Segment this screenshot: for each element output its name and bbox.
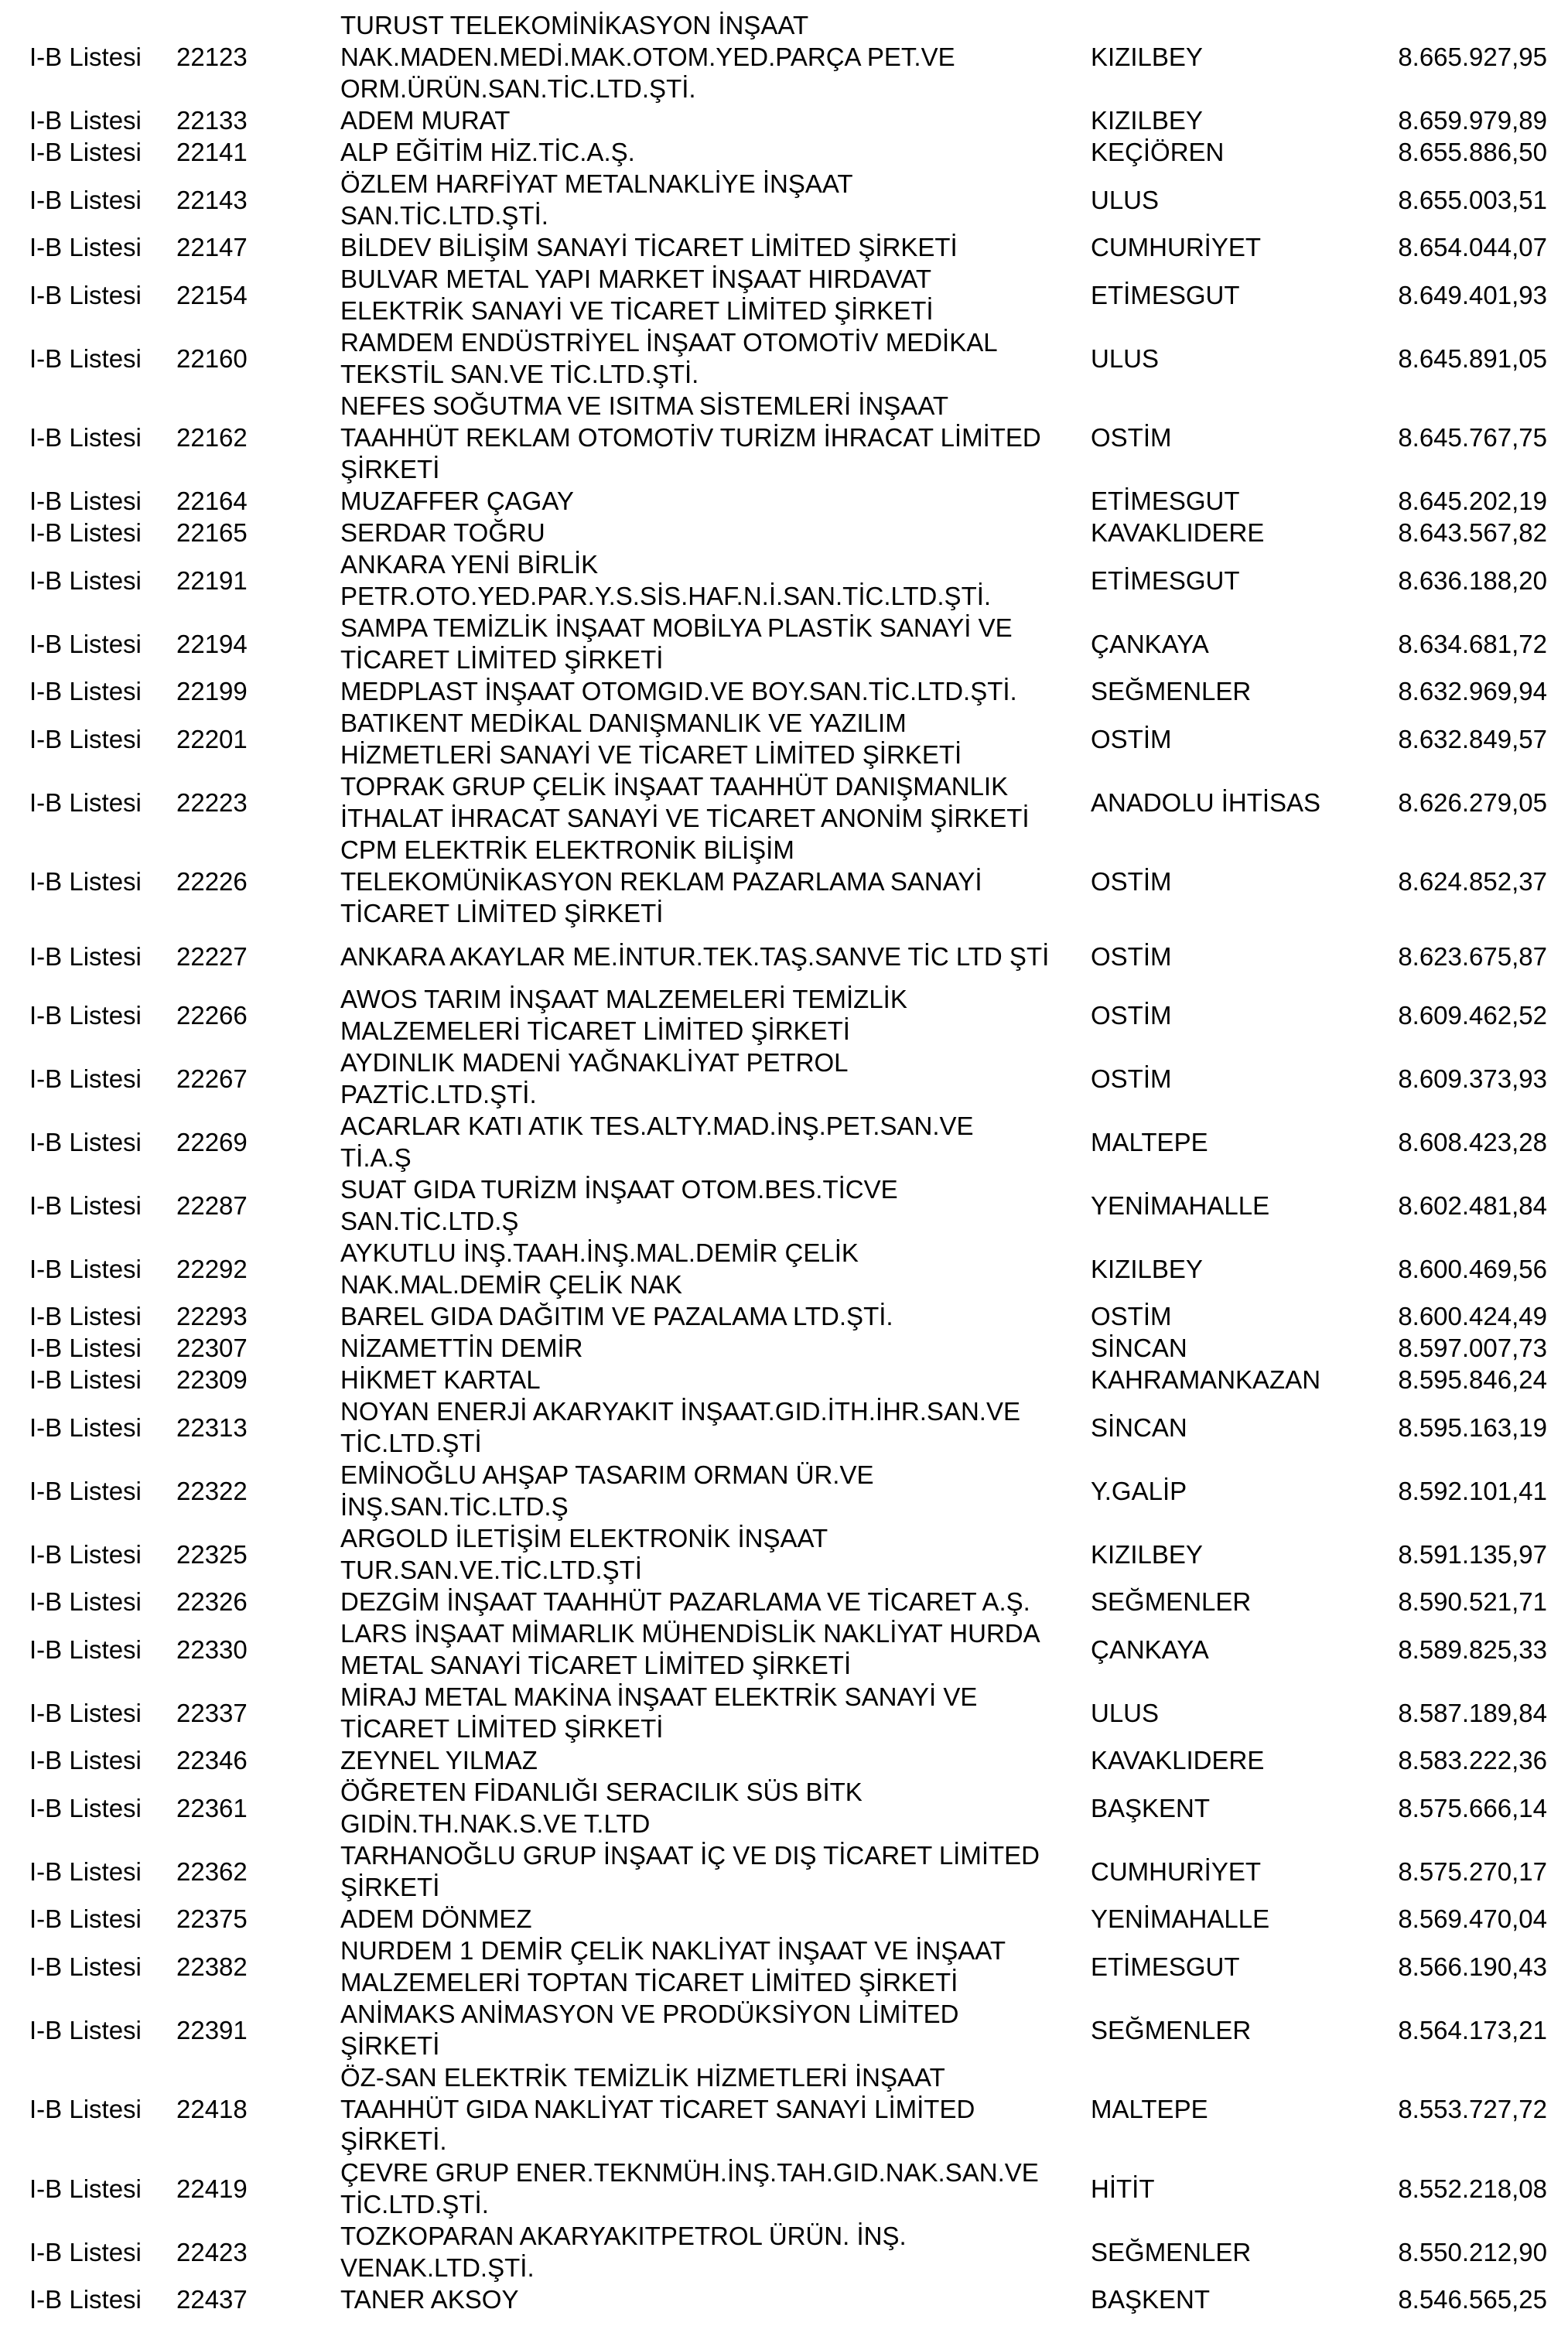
sequence-number-cell: 22309 (176, 1365, 248, 1394)
amount-cell: 8.583.222,36 (1398, 1746, 1547, 1774)
list-name-cell: I-B Listesi (29, 1698, 142, 1727)
sequence-number-cell: 22133 (176, 106, 248, 135)
list-name-cell: I-B Listesi (29, 1365, 142, 1394)
region-cell: BAŞKENT (1091, 1793, 1211, 1822)
company-name-cell: AWOS TARIM İNŞAAT MALZEMELERİ TEMİZLİK MALZEMELERİ TİCARET LİMİTED ŞİRKETİ (340, 985, 907, 1045)
table-row (0, 1522, 1547, 1586)
table-row (0, 1459, 1547, 1522)
region-cell: SİNCAN (1091, 1412, 1187, 1442)
amount-cell: 8.632.849,57 (1398, 724, 1547, 753)
amount-cell: 8.600.469,56 (1398, 1254, 1547, 1283)
list-name-cell: I-B Listesi (29, 867, 142, 896)
table-row (0, 1681, 1547, 1744)
region-cell: MALTEPE (1091, 2095, 1208, 2123)
amount-cell: 8.645.767,75 (1398, 423, 1547, 452)
amount-cell: 8.566.190,43 (1398, 1952, 1547, 1981)
sequence-number-cell: 22223 (176, 787, 248, 817)
region-cell: SEĞMENLER (1091, 1587, 1252, 1616)
company-name-cell: BAREL GIDA DAĞITIM VE PAZALAMA LTD.ŞTİ. (340, 1302, 893, 1330)
region-cell: ETİMESGUT (1091, 1952, 1240, 1981)
sequence-number-cell: 22391 (176, 2015, 248, 2044)
list-name-cell: I-B Listesi (29, 2174, 142, 2203)
company-name-cell: AYDINLIK MADENİ YAĞNAKLİYAT PETROL PAZTİC.LTD.ŞTİ. (340, 1048, 849, 1108)
region-cell: KIZILBEY (1091, 1254, 1203, 1283)
table-row (0, 1237, 1547, 1300)
sequence-number-cell: 22337 (176, 1698, 248, 1727)
list-name-cell: I-B Listesi (29, 1746, 142, 1774)
sequence-number-cell: 22322 (176, 1476, 248, 1505)
company-name-cell: HİKMET KARTAL (340, 1365, 541, 1394)
region-cell: OSTİM (1091, 1064, 1172, 1093)
amount-cell: 8.609.373,93 (1398, 1064, 1547, 1093)
list-name-cell: I-B Listesi (29, 2237, 142, 2266)
table-row (0, 1744, 1547, 1776)
region-cell: SİNCAN (1091, 1334, 1187, 1362)
list-name-cell: I-B Listesi (29, 1904, 142, 1933)
region-cell: ULUS (1091, 185, 1160, 214)
amount-cell: 8.665.927,95 (1398, 43, 1547, 71)
region-cell: YENİMAHALLE (1091, 1190, 1270, 1220)
amount-cell: 8.645.891,05 (1398, 343, 1547, 373)
company-name-cell: BULVAR METAL YAPI MARKET İNŞAAT HIRDAVAT ELEKTRİK SANAYİ VE TİCARET LİMİTED ŞİRKETİ (340, 265, 934, 325)
table-row (0, 390, 1547, 485)
amount-cell: 8.595.846,24 (1398, 1365, 1547, 1394)
company-name-cell: ÖZ-SAN ELEKTRİK TEMİZLİK HİZMETLERİ İNŞAAT TAAHHÜT GIDA NAKLİYAT TİCARET SANAYİ LİMİTED ŞİRKETİ. (340, 2063, 975, 2155)
table-row (0, 1839, 1547, 1903)
amount-cell: 8.595.163,19 (1398, 1412, 1547, 1442)
table-row (0, 1586, 1547, 1617)
list-name-cell: I-B Listesi (29, 629, 142, 658)
table-row (0, 834, 1547, 929)
list-name-cell: I-B Listesi (29, 423, 142, 452)
list-name-cell: I-B Listesi (29, 1793, 142, 1822)
amount-cell: 8.655.886,50 (1398, 138, 1547, 166)
list-name-cell: I-B Listesi (29, 1254, 142, 1283)
company-name-cell: TARHANOĞLU GRUP İNŞAAT İÇ VE DIŞ TİCARET LİMİTED ŞİRKETİ (340, 1841, 1040, 1901)
company-name-cell: TURUST TELEKOMİNİKASYON İNŞAAT NAK.MADEN.MEDİ.MAK.OTOM.YED.PARÇA PET.VE ORM.ÜRÜN.SAN.TİC.LTD.ŞTİ. (340, 11, 955, 103)
list-name-cell: I-B Listesi (29, 487, 142, 515)
list-name-cell: I-B Listesi (29, 724, 142, 753)
region-cell: SEĞMENLER (1091, 2237, 1252, 2266)
company-name-cell: MEDPLAST İNŞAAT OTOMGID.VE BOY.SAN.TİC.LTD.ŞTİ. (340, 677, 1017, 705)
sequence-number-cell: 22326 (176, 1587, 248, 1616)
company-name-cell: ZEYNEL YILMAZ (340, 1746, 538, 1774)
region-cell: ÇANKAYA (1091, 629, 1209, 658)
sequence-number-cell: 22201 (176, 724, 248, 753)
amount-cell: 8.546.565,25 (1398, 2285, 1547, 2314)
list-name-cell: I-B Listesi (29, 1476, 142, 1505)
company-name-cell: NİZAMETTİN DEMİR (340, 1334, 583, 1362)
region-cell: OSTİM (1091, 1000, 1172, 1030)
amount-cell: 8.602.481,84 (1398, 1190, 1547, 1220)
company-name-cell: ADEM DÖNMEZ (340, 1904, 532, 1933)
list-name-cell: I-B Listesi (29, 106, 142, 135)
region-cell: ETİMESGUT (1091, 565, 1240, 595)
table-row (0, 1935, 1547, 1998)
sequence-number-cell: 22330 (176, 1634, 248, 1664)
sequence-number-cell: 22143 (176, 185, 248, 214)
sequence-number-cell: 22423 (176, 2237, 248, 2266)
table-row (0, 770, 1547, 834)
company-name-cell: ALP EĞİTİM HİZ.TİC.A.Ş. (340, 138, 635, 166)
amount-cell: 8.654.044,07 (1398, 233, 1547, 261)
amount-cell: 8.655.003,51 (1398, 185, 1547, 214)
amount-cell: 8.609.462,52 (1398, 1000, 1547, 1030)
table-row (0, 1300, 1547, 1332)
list-name-cell: I-B Listesi (29, 1127, 142, 1156)
sequence-number-cell: 22226 (176, 867, 248, 896)
sequence-number-cell: 22199 (176, 677, 248, 705)
region-cell: OSTİM (1091, 724, 1172, 753)
company-name-cell: TOZKOPARAN AKARYAKITPETROL ÜRÜN. İNŞ. VENAK.LTD.ŞTİ. (340, 2222, 907, 2282)
list-name-cell: I-B Listesi (29, 1412, 142, 1442)
list-name-cell: I-B Listesi (29, 138, 142, 166)
amount-cell: 8.591.135,97 (1398, 1539, 1547, 1569)
list-name-cell: I-B Listesi (29, 1952, 142, 1981)
region-cell: ULUS (1091, 1698, 1160, 1727)
amount-cell: 8.645.202,19 (1398, 487, 1547, 515)
list-name-cell: I-B Listesi (29, 233, 142, 261)
sequence-number-cell: 22267 (176, 1064, 248, 1093)
company-name-cell: TANER AKSOY (340, 2285, 519, 2314)
table-row (0, 1617, 1547, 1681)
amount-cell: 8.575.666,14 (1398, 1793, 1547, 1822)
company-name-cell: AYKUTLU İNŞ.TAAH.İNŞ.MAL.DEMİR ÇELİK NAK.MAL.DEMİR ÇELİK NAK (340, 1238, 859, 1299)
region-cell: OSTİM (1091, 941, 1172, 971)
document-page (0, 9, 1568, 2315)
amount-cell: 8.624.852,37 (1398, 867, 1547, 896)
region-cell: KIZILBEY (1091, 106, 1203, 135)
sequence-number-cell: 22162 (176, 423, 248, 452)
sequence-number-cell: 22375 (176, 1904, 248, 1933)
sequence-number-cell: 22194 (176, 629, 248, 658)
list-name-cell: I-B Listesi (29, 280, 142, 309)
list-name-cell: I-B Listesi (29, 1190, 142, 1220)
table-row (0, 9, 1547, 104)
amount-cell: 8.626.279,05 (1398, 787, 1547, 817)
table-row (0, 136, 1547, 168)
region-cell: KAHRAMANKAZAN (1091, 1365, 1321, 1394)
company-name-cell: NEFES SOĞUTMA VE ISITMA SİSTEMLERİ İNŞAAT TAAHHÜT REKLAM OTOMOTİV TURİZM İHRACAT LİMİTED ŞİRKETİ (340, 391, 1041, 483)
sequence-number-cell: 22362 (176, 1856, 248, 1886)
region-cell: MALTEPE (1091, 1127, 1208, 1156)
sequence-number-cell: 22437 (176, 2285, 248, 2314)
list-name-cell: I-B Listesi (29, 1539, 142, 1569)
amount-cell: 8.592.101,41 (1398, 1476, 1547, 1505)
sequence-number-cell: 22287 (176, 1190, 248, 1220)
list-name-cell: I-B Listesi (29, 787, 142, 817)
sequence-number-cell: 22419 (176, 2174, 248, 2203)
list-name-cell: I-B Listesi (29, 1000, 142, 1030)
company-name-cell: LARS İNŞAAT MİMARLIK MÜHENDİSLİK NAKLİYAT HURDA METAL SANAYİ TİCARET LİMİTED ŞİRKETİ (340, 1619, 1040, 1679)
table-row (0, 929, 1547, 983)
table-row (0, 231, 1547, 263)
list-name-cell: I-B Listesi (29, 2285, 142, 2314)
region-cell: Y.GALİP (1091, 1476, 1187, 1505)
sequence-number-cell: 22307 (176, 1334, 248, 1362)
list-name-cell: I-B Listesi (29, 941, 142, 971)
amount-cell: 8.564.173,21 (1398, 2015, 1547, 2044)
company-name-cell: NOYAN ENERJİ AKARYAKIT İNŞAAT.GID.İTH.İHR.SAN.VE TİC.LTD.ŞTİ (340, 1397, 1020, 1457)
amount-cell: 8.587.189,84 (1398, 1698, 1547, 1727)
table-row (0, 2061, 1547, 2157)
table-row (0, 1998, 1547, 2061)
sequence-number-cell: 22227 (176, 941, 248, 971)
list-name-cell: I-B Listesi (29, 43, 142, 71)
region-cell: ULUS (1091, 343, 1160, 373)
table-row (0, 263, 1547, 326)
list-name-cell: I-B Listesi (29, 1302, 142, 1330)
company-name-cell: SAMPA TEMİZLİK İNŞAAT MOBİLYA PLASTİK SANAYİ VE TİCARET LİMİTED ŞİRKETİ (340, 613, 1013, 674)
region-cell: OSTİM (1091, 867, 1172, 896)
company-name-cell: ANİMAKS ANİMASYON VE PRODÜKSİYON LİMİTED ŞİRKETİ (340, 2000, 959, 2060)
sequence-number-cell: 22313 (176, 1412, 248, 1442)
company-name-cell: ARGOLD İLETİŞİM ELEKTRONİK İNŞAAT TUR.SAN.VE.TİC.LTD.ŞTİ (340, 1524, 828, 1584)
region-cell: OSTİM (1091, 423, 1172, 452)
amount-cell: 8.632.969,94 (1398, 677, 1547, 705)
amount-cell: 8.569.470,04 (1398, 1904, 1547, 1933)
region-cell: CUMHURİYET (1091, 1856, 1261, 1886)
region-cell: ÇANKAYA (1091, 1634, 1209, 1664)
sequence-number-cell: 22164 (176, 487, 248, 515)
amount-cell: 8.634.681,72 (1398, 629, 1547, 658)
company-name-cell: ADEM MURAT (340, 106, 511, 135)
table-row (0, 1364, 1547, 1395)
sequence-number-cell: 22382 (176, 1952, 248, 1981)
table-row (0, 517, 1547, 548)
sequence-number-cell: 22165 (176, 518, 248, 547)
region-cell: HİTİT (1091, 2174, 1155, 2203)
company-list-table (0, 9, 1547, 2315)
company-name-cell: BATIKENT MEDİKAL DANIŞMANLIK VE YAZILIM HİZMETLERİ SANAYİ VE TİCARET LİMİTED ŞİRKETİ (340, 709, 962, 769)
sequence-number-cell: 22325 (176, 1539, 248, 1569)
company-name-cell: ÖĞRETEN FİDANLIĞI SERACILIK SÜS BİTK GIDİN.TH.NAK.S.VE T.LTD (340, 1778, 863, 1838)
list-name-cell: I-B Listesi (29, 1587, 142, 1616)
company-name-cell: ÖZLEM HARFİYAT METALNAKLİYE İNŞAAT SAN.TİC.LTD.ŞTİ. (340, 169, 853, 230)
company-name-cell: ANKARA YENİ BİRLİK PETR.OTO.YED.PAR.Y.S.SİS.HAF.N.İ.SAN.TİC.LTD.ŞTİ. (340, 550, 992, 610)
region-cell: BAŞKENT (1091, 2285, 1211, 2314)
region-cell: YENİMAHALLE (1091, 1904, 1270, 1933)
sequence-number-cell: 22293 (176, 1302, 248, 1330)
table-row (0, 1903, 1547, 1935)
table-row (0, 1173, 1547, 1237)
sequence-number-cell: 22266 (176, 1000, 248, 1030)
amount-cell: 8.575.270,17 (1398, 1856, 1547, 1886)
amount-cell: 8.636.188,20 (1398, 565, 1547, 595)
table-row (0, 1332, 1547, 1364)
list-name-cell: I-B Listesi (29, 1634, 142, 1664)
table-row (0, 675, 1547, 707)
sequence-number-cell: 22191 (176, 565, 248, 595)
table-row (0, 548, 1547, 612)
amount-cell: 8.597.007,73 (1398, 1334, 1547, 1362)
amount-cell: 8.550.212,90 (1398, 2237, 1547, 2266)
region-cell: KAVAKLIDERE (1091, 1746, 1265, 1774)
amount-cell: 8.623.675,87 (1398, 941, 1547, 971)
table-row (0, 2157, 1547, 2220)
amount-cell: 8.552.218,08 (1398, 2174, 1547, 2203)
sequence-number-cell: 22292 (176, 1254, 248, 1283)
sequence-number-cell: 22269 (176, 1127, 248, 1156)
list-name-cell: I-B Listesi (29, 343, 142, 373)
sequence-number-cell: 22154 (176, 280, 248, 309)
table-row (0, 1110, 1547, 1173)
table-row (0, 707, 1547, 770)
company-name-cell: SERDAR TOĞRU (340, 518, 545, 547)
table-row (0, 612, 1547, 675)
amount-cell: 8.589.825,33 (1398, 1634, 1547, 1664)
sequence-number-cell: 22361 (176, 1793, 248, 1822)
region-cell: KIZILBEY (1091, 43, 1203, 71)
region-cell: ETİMESGUT (1091, 280, 1240, 309)
table-row (0, 983, 1547, 1047)
list-name-cell: I-B Listesi (29, 565, 142, 595)
company-name-cell: CPM ELEKTRİK ELEKTRONİK BİLİŞİM TELEKOMÜNİKASYON REKLAM PAZARLAMA SANAYİ TİCARET LİMİTED ŞİRKETİ (340, 835, 982, 927)
company-name-cell: NURDEM 1 DEMİR ÇELİK NAKLİYAT İNŞAAT VE İNŞAAT MALZEMELERİ TOPTAN TİCARET LİMİTED ŞİRKETİ (340, 1936, 1006, 1996)
table-row (0, 1047, 1547, 1110)
table-row (0, 1395, 1547, 1459)
amount-cell: 8.643.567,82 (1398, 518, 1547, 547)
company-name-cell: TOPRAK GRUP ÇELİK İNŞAAT TAAHHÜT DANIŞMANLIK İTHALAT İHRACAT SANAYİ VE TİCARET ANONİM ŞİRKETİ (340, 772, 1030, 832)
amount-cell: 8.608.423,28 (1398, 1127, 1547, 1156)
region-cell: KEÇİÖREN (1091, 138, 1225, 166)
table-row (0, 485, 1547, 517)
table-row (0, 326, 1547, 390)
table-row (0, 1776, 1547, 1839)
company-name-cell: RAMDEM ENDÜSTRİYEL İNŞAAT OTOMOTİV MEDİKAL TEKSTİL SAN.VE TİC.LTD.ŞTİ. (340, 328, 998, 388)
table-row (0, 104, 1547, 136)
region-cell: CUMHURİYET (1091, 233, 1261, 261)
amount-cell: 8.600.424,49 (1398, 1302, 1547, 1330)
company-name-cell: ANKARA AKAYLAR ME.İNTUR.TEK.TAŞ.SANVE TİC LTD ŞTİ (340, 941, 1050, 971)
company-name-cell: MİRAJ METAL MAKİNA İNŞAAT ELEKTRİK SANAYİ VE TİCARET LİMİTED ŞİRKETİ (340, 1682, 978, 1743)
company-name-cell: BİLDEV BİLİŞİM SANAYİ TİCARET LİMİTED ŞİRKETİ (340, 233, 958, 261)
company-name-cell: ACARLAR KATI ATIK TES.ALTY.MAD.İNŞ.PET.SAN.VE Tİ.A.Ş (340, 1112, 974, 1172)
sequence-number-cell: 22160 (176, 343, 248, 373)
table-body (0, 9, 1547, 2315)
amount-cell: 8.553.727,72 (1398, 2095, 1547, 2123)
company-name-cell: EMİNOĞLU AHŞAP TASARIM ORMAN ÜR.VE İNŞ.SAN.TİC.LTD.Ş (340, 1460, 874, 1521)
list-name-cell: I-B Listesi (29, 677, 142, 705)
company-name-cell: DEZGİM İNŞAAT TAAHHÜT PAZARLAMA VE TİCARET A.Ş. (340, 1587, 1030, 1616)
region-cell: ANADOLU İHTİSAS (1091, 787, 1321, 817)
amount-cell: 8.659.979,89 (1398, 106, 1547, 135)
amount-cell: 8.649.401,93 (1398, 280, 1547, 309)
region-cell: OSTİM (1091, 1302, 1172, 1330)
list-name-cell: I-B Listesi (29, 518, 142, 547)
sequence-number-cell: 22123 (176, 43, 248, 71)
region-cell: ETİMESGUT (1091, 487, 1240, 515)
region-cell: KAVAKLIDERE (1091, 518, 1265, 547)
table-row (0, 2283, 1547, 2315)
region-cell: SEĞMENLER (1091, 2015, 1252, 2044)
company-name-cell: ÇEVRE GRUP ENER.TEKNMÜH.İNŞ.TAH.GID.NAK.SAN.VE TİC.LTD.ŞTİ. (340, 2158, 1039, 2218)
sequence-number-cell: 22346 (176, 1746, 248, 1774)
list-name-cell: I-B Listesi (29, 185, 142, 214)
company-name-cell: MUZAFFER ÇAGAY (340, 487, 574, 515)
region-cell: SEĞMENLER (1091, 677, 1252, 705)
list-name-cell: I-B Listesi (29, 1334, 142, 1362)
list-name-cell: I-B Listesi (29, 2015, 142, 2044)
list-name-cell: I-B Listesi (29, 1064, 142, 1093)
sequence-number-cell: 22418 (176, 2095, 248, 2123)
company-name-cell: SUAT GIDA TURİZM İNŞAAT OTOM.BES.TİCVE SAN.TİC.LTD.Ş (340, 1175, 898, 1235)
sequence-number-cell: 22141 (176, 138, 248, 166)
region-cell: KIZILBEY (1091, 1539, 1203, 1569)
table-row (0, 168, 1547, 231)
amount-cell: 8.590.521,71 (1398, 1587, 1547, 1616)
table-row (0, 2220, 1547, 2283)
list-name-cell: I-B Listesi (29, 2095, 142, 2123)
list-name-cell: I-B Listesi (29, 1856, 142, 1886)
sequence-number-cell: 22147 (176, 233, 248, 261)
